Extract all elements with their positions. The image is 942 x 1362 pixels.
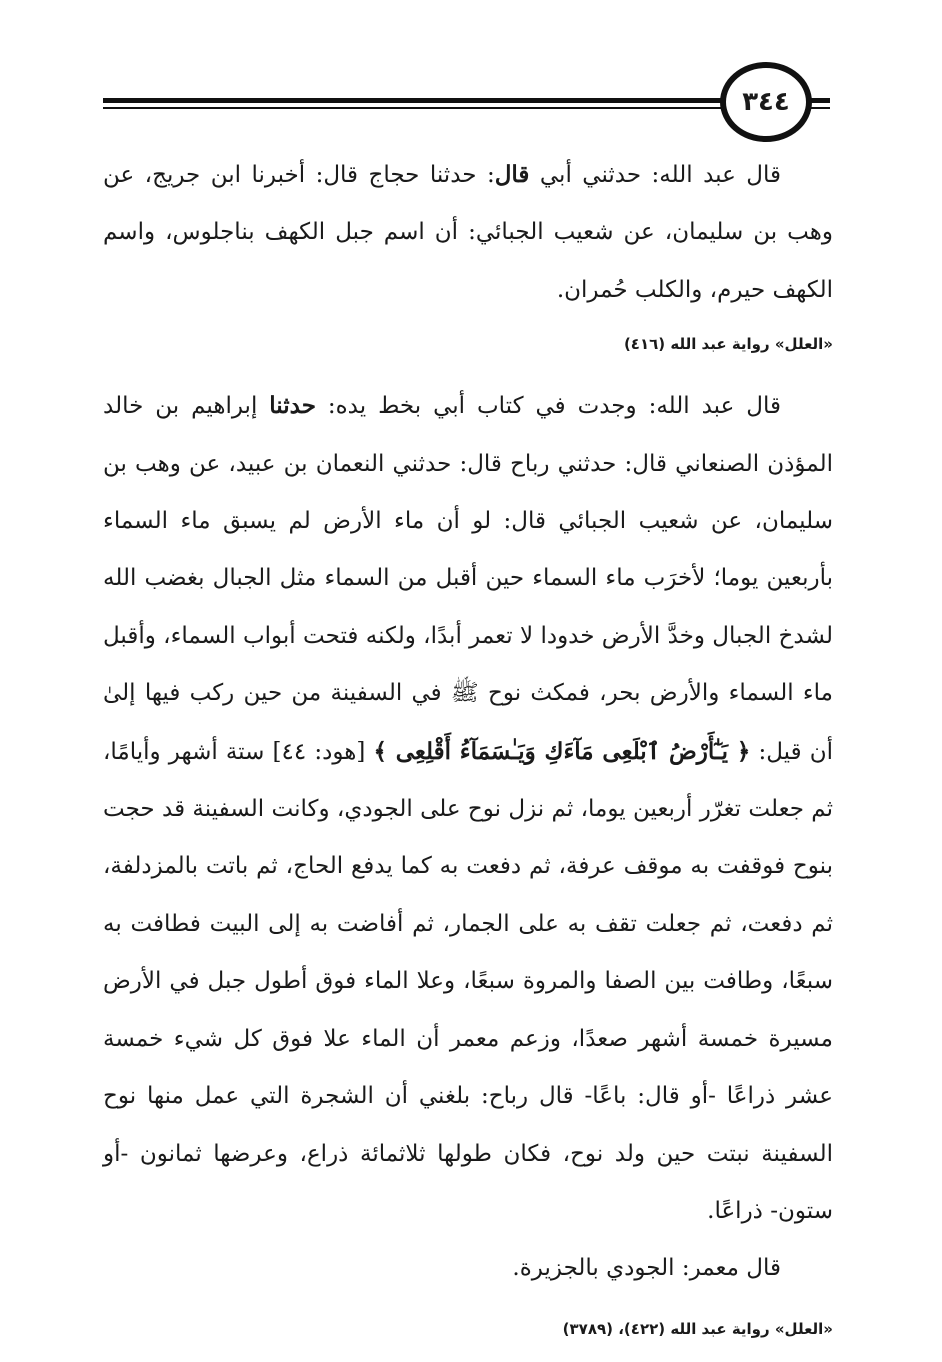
source-citation-1: «العلل» رواية عبد الله (٤١٦)	[623, 335, 833, 354]
text-segment: قال عبد الله: حدثني أبي	[529, 162, 781, 188]
page-body	[103, 146, 833, 1362]
page-number-badge	[720, 62, 812, 142]
header-rule-thin	[103, 107, 735, 109]
text-segment: [هود: ٤٤] ستة أشهر وأيامًا، ثم جعلت تغرّر أربعين يوما، ثم نزل نوح على الجودي، وكانت السفينة قد حجت بنوح فوقفت به موقف عرفة، ثم دفعت به كما يدفع الحاج، ثم باتت بالمزدلفة، ثم دفعت، ثم جعلت تقف به على الجمار، ثم أفاضت به إلى البيت فطافت به سبعًا، وطافت بين الصفا والمروة سبعًا، وعلا الماء فوق أطول جبل في الأرض مسيرة خمسة أشهر صعدًا، وزعم معمر أن الماء علا فوق كل شيء خمسة عشر ذراعًا -أو قال: باعًا- قال رباح: بلغني أن الشجرة التي عمل منها نوح السفينة نبتت حين ولد نوح، فكان طولها ثلاثمائة ذراع، وعرضها ثمانون -أو ستون- ذراعًا.	[103, 738, 833, 1224]
paragraph-3	[103, 1240, 833, 1297]
page-header	[0, 0, 942, 140]
text-segment: : حدثنا حجاج قال: أخبرنا ابن جريج، عن وهب بن سليمان، عن شعيب الجبائي: أن اسم جبل الكهف بناجلوس، واسم الكهف حيرم، والكلب حُمران.	[103, 162, 833, 303]
text-segment: قال معمر: الجودي بالجزيرة.	[512, 1255, 781, 1282]
text-segment: قال عبد الله: وجدت في كتاب أبي بخط يده:	[315, 393, 781, 420]
paragraph-2	[103, 377, 833, 1240]
header-rule-thick	[103, 98, 735, 103]
text-segment: إبراهيم بن خالد المؤذن الصنعاني قال: حدثني رباح قال: حدثني النعمان بن عبيد، عن وهب بن سليمان، عن شعيب الجبائي قال: لو أن ماء الأرض لم يسبق ماء السماء بأربعين يوما؛ لأخرَب ماء السماء حين أقبل من السماء مثل الجبال بغضب الله لشدخ الجبال وخدَّ الأرض خدودا لا تعمر أبدًا، ولكنه فتحت أبواب السماء، وأقبل ماء السماء والأرض بحر، فمكث نوح ﷺ في السفينة من حين ركب فيها إلىٰ أن قيل:	[103, 393, 833, 765]
text-segment-bold: حدثنا	[269, 392, 316, 420]
paragraph-1	[103, 146, 833, 319]
text-segment-bold: قال	[494, 161, 530, 188]
source-citation-2: «العلل» رواية عبد الله (٤٢٢)، (٣٧٨٩)	[562, 1319, 833, 1338]
quran-verse: ﴿ يَـٰٓأَرْضُ ٱبْلَعِى مَآءَكِ وَيَـٰسَمَآءُ أَقْلِعِى ﴾	[373, 737, 751, 765]
page-number: ٣٤٤	[742, 87, 790, 117]
